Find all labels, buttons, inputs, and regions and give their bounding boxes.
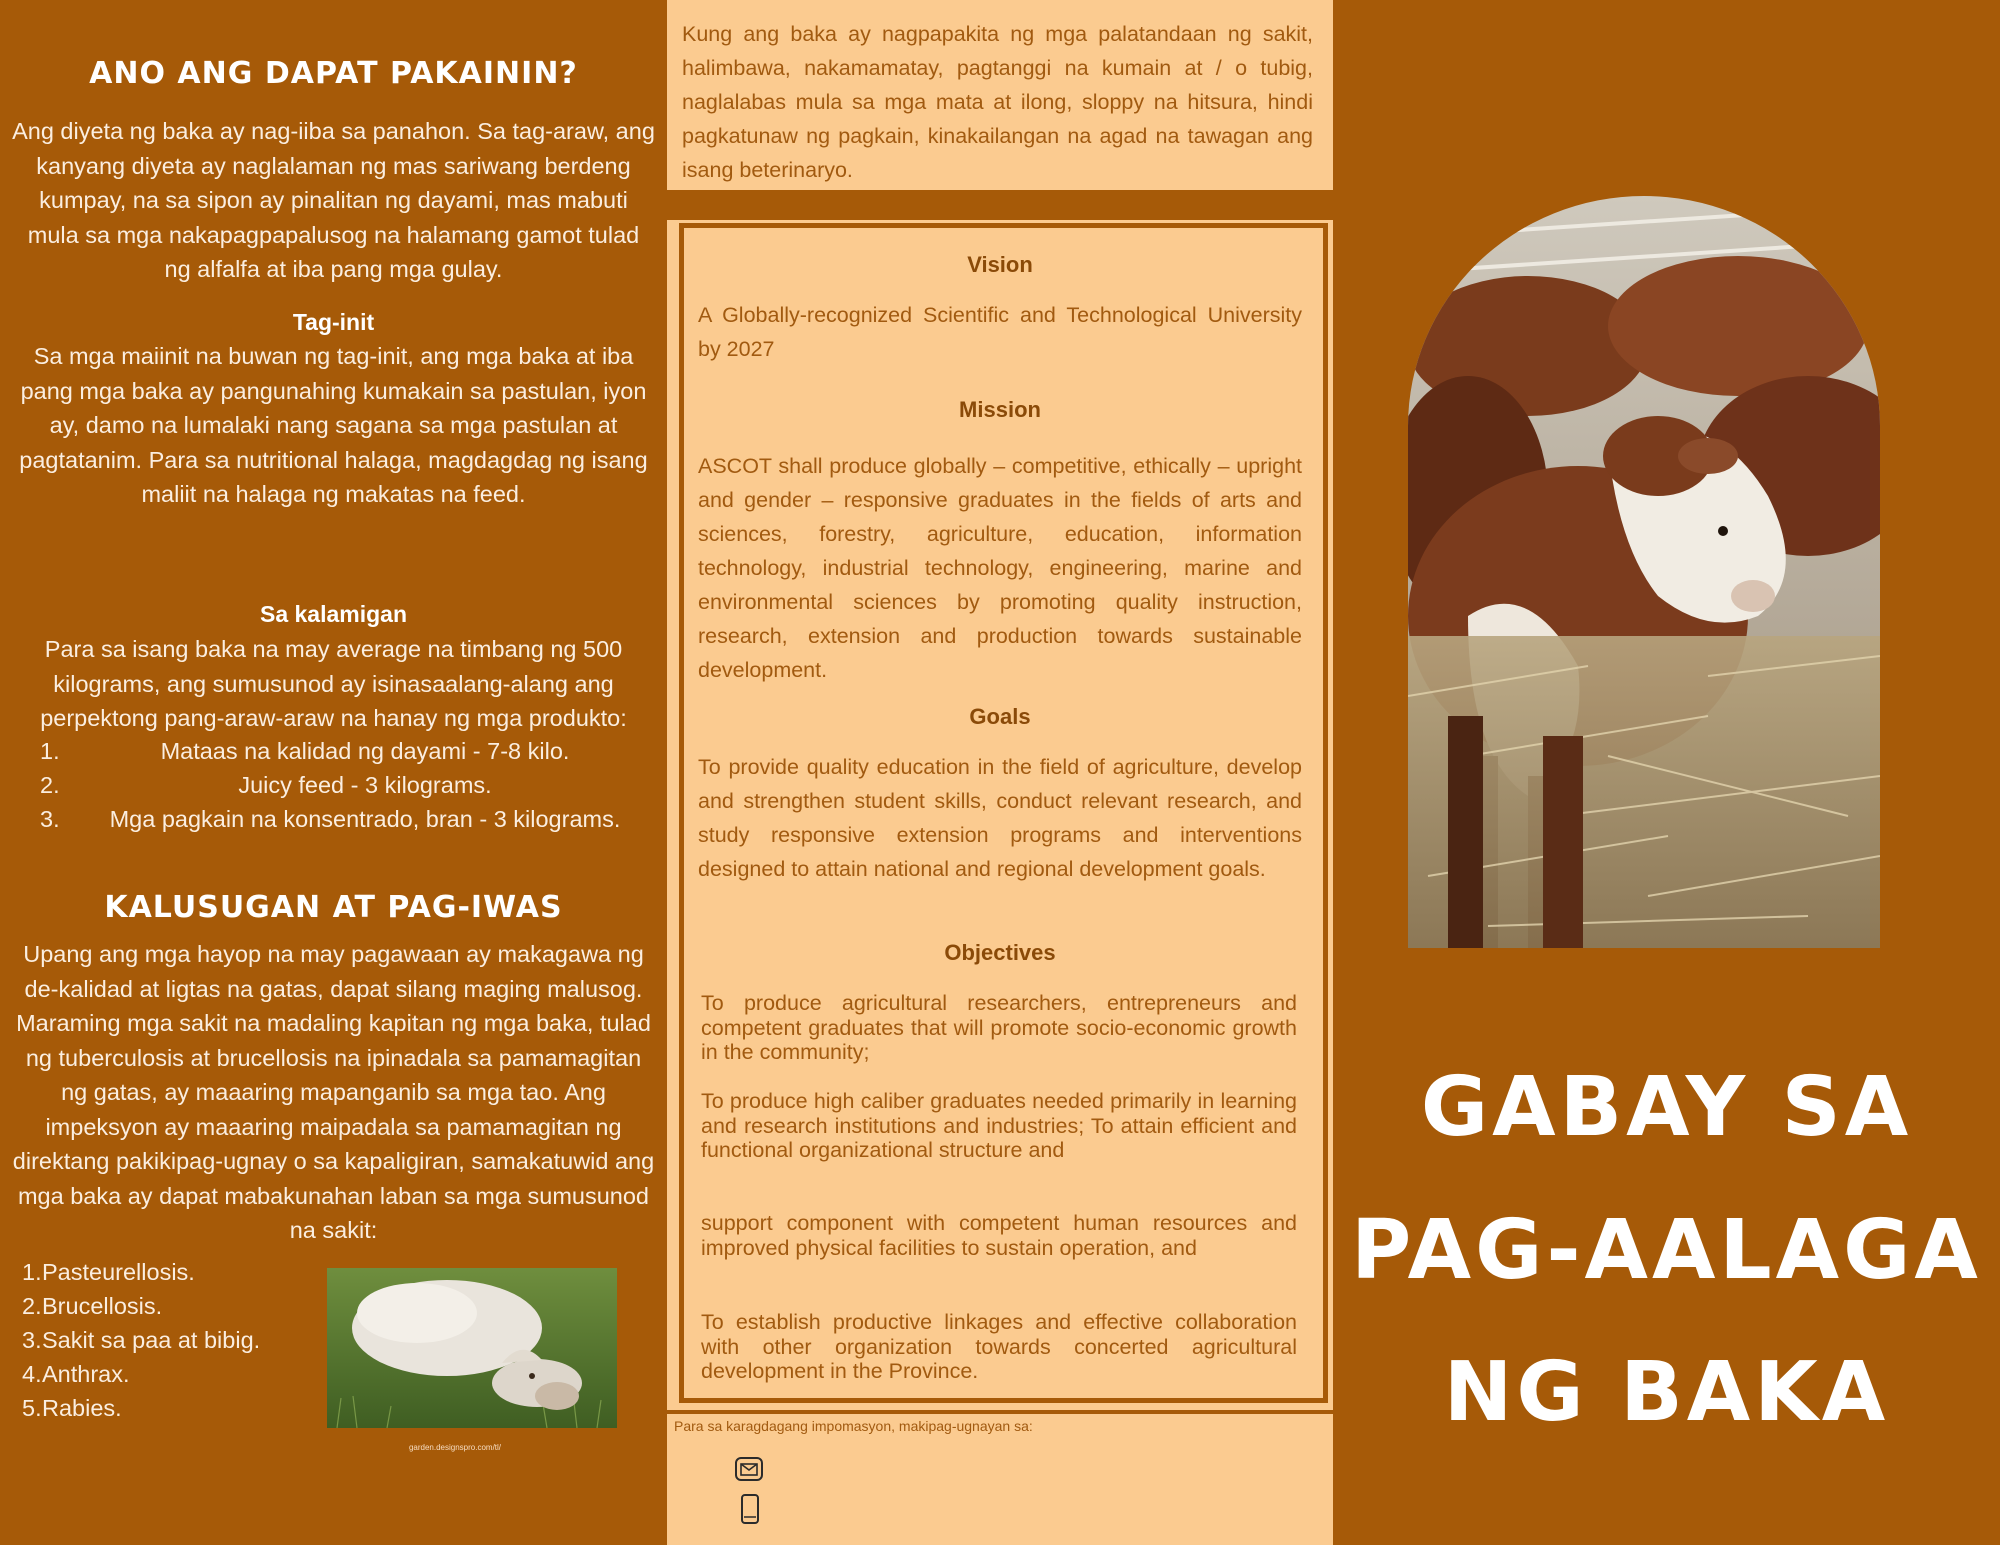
mission-text: ASCOT shall produce globally – competitive, ethically – upright and gender – responsive graduates in the fields of arts and sciences, forestry, agriculture, education, information technology, industrial technology, engineering, marine and environmental sciences by promoting quality instruction, research, extension and production towards sustainable development. xyxy=(698,454,1302,682)
summer-title: Tag-init xyxy=(292,309,375,335)
health-text: Upang ang mga hayop na may pagawaan ay makagawa ng de-kalidad at ligtas na gatas, dapat silang maging malusog. Maraming mga sakit na madaling kapitan ng mga baka, tulad ng tuberculosis at brucellosis na ipinadala sa pamamagitan ng gatas, ay maaaring mapanganib sa mga tao. Ang impeksyon ay maaaring maipadala sa pamamagitan ng direktang pakikipag-ugnay o sa kapaligiran, samakatuwid ang mga baka ay dapat mabakunahan laban sa mga sumusunod na sakit: xyxy=(12,941,655,1243)
list-item xyxy=(22,1323,322,1357)
list-text: Brucellosis. xyxy=(42,1293,163,1319)
winter-text: Para sa isang baka na may average na timbang ng 500 kilograms, ang sumusunod ay isinasaalang-alang ang perpektong pang-araw-araw na hanay ng mga produkto: xyxy=(40,636,627,731)
contact-text: Para sa karagdagang impomasyon, makipag-ugnayan sa: xyxy=(674,1418,1033,1434)
objective-1: To produce agricultural researchers, entrepreneurs and competent graduates that will promote socio-economic growth in the community; xyxy=(701,991,1297,1064)
disease-list xyxy=(22,1255,322,1425)
list-text: Mga pagkain na konsentrado, bran - 3 kilograms. xyxy=(109,806,621,832)
goals-title: Goals xyxy=(969,704,1031,729)
health-title: KALUSUGAN AT PAG-IWAS xyxy=(104,890,563,925)
objectives-title: Objectives xyxy=(944,940,1056,965)
list-number: 3. xyxy=(40,806,60,832)
feeding-text: Ang diyeta ng baka ay nag-iiba sa panahon. Sa tag-araw, ang kanyang diyeta ay naglalaman ng mas sariwang berdeng kumpay, na sa sipon ay pinalitan ng dayami, mas mabuti mula sa mga nakapagpapalusog na halamang gamot tulad ng alfalfa at iba pang mga gulay. xyxy=(12,118,655,282)
photo-credit: garden.designspro.com/tl/ xyxy=(408,1443,502,1452)
bottom-rule xyxy=(667,1410,1333,1414)
list-number: 1. xyxy=(40,738,60,764)
list-item xyxy=(22,1255,322,1289)
list-text: Anthrax. xyxy=(42,1361,130,1387)
list-text: Pasteurellosis. xyxy=(42,1259,195,1285)
brochure-title-line-2: PAG-AALAGA xyxy=(1351,1203,1982,1298)
list-item xyxy=(22,1391,322,1425)
divider-band xyxy=(667,190,1333,220)
brochure-title-line-3: NG BAKA xyxy=(1443,1345,1890,1440)
list-item xyxy=(40,734,650,768)
mission-title: Mission xyxy=(959,397,1041,422)
vision-text: A Globally-recognized Scientific and Technological University by 2027 xyxy=(698,303,1302,361)
right-panel xyxy=(1333,0,2000,1545)
left-panel xyxy=(0,0,667,1545)
list-number: 4. xyxy=(22,1361,42,1387)
list-item xyxy=(22,1357,322,1391)
cattle-photo xyxy=(1408,196,1880,948)
objective-4: To establish productive linkages and effective collaboration with other organization towards concerted agricultural development in the Province. xyxy=(701,1310,1297,1383)
sick-cow-photo xyxy=(327,1268,617,1428)
warning-text: Kung ang baka ay nagpapakita ng mga palatandaan ng sakit, halimbawa, nakamamatay, pagtanggi na kumain at / o tubig, naglalabas mula sa mga mata at ilong, sloppy na hitsura, hindi pagkatunaw ng pagkain, kinakailangan na agad na tawagan ang isang beterinaryo. xyxy=(682,22,1313,182)
winter-title: Sa kalamigan xyxy=(259,601,408,627)
envelope-icon[interactable] xyxy=(734,1456,764,1482)
goals-text: To provide quality education in the field of agriculture, develop and strengthen student skills, conduct relevant research, and study responsive extension programs and interventions designed to attain national and regional development goals. xyxy=(698,755,1302,881)
objective-2: To produce high caliber graduates needed primarily in learning and research institutions and industries; To attain efficient and functional organizational structure and xyxy=(701,1089,1297,1162)
list-text: Rabies. xyxy=(42,1395,122,1421)
objective-3: support component with competent human resources and improved physical facilities to sustain operation, and xyxy=(701,1211,1297,1260)
list-text: Sakit sa paa at bibig. xyxy=(42,1327,261,1353)
phone-icon[interactable] xyxy=(740,1493,760,1525)
list-text: Juicy feed - 3 kilograms. xyxy=(238,772,492,798)
vision-title: Vision xyxy=(967,252,1033,277)
list-item xyxy=(22,1289,322,1323)
list-number: 2. xyxy=(40,772,60,798)
list-number: 2. xyxy=(22,1293,42,1319)
list-item xyxy=(40,802,650,836)
list-text: Mataas na kalidad ng dayami - 7-8 kilo. xyxy=(160,738,570,764)
summer-text: Sa mga maiinit na buwan ng tag-init, ang mga baka at iba pang mga baka ay pangunahing kumakain sa pastulan, iyon ay, damo na lumalaki nang sagana sa mga pastulan at pagtatanim. Para sa nutritional halaga, magdagdag ng isang maliit na halaga ng makatas na feed. xyxy=(19,343,648,507)
list-number: 1. xyxy=(22,1259,42,1285)
winter-list xyxy=(40,734,650,836)
list-item xyxy=(40,768,650,802)
list-number: 3. xyxy=(22,1327,42,1353)
list-number: 5. xyxy=(22,1395,42,1421)
feeding-title: ANO ANG DAPAT PAKAININ? xyxy=(89,56,578,91)
brochure-title-line-1: GABAY SA xyxy=(1420,1060,1913,1155)
